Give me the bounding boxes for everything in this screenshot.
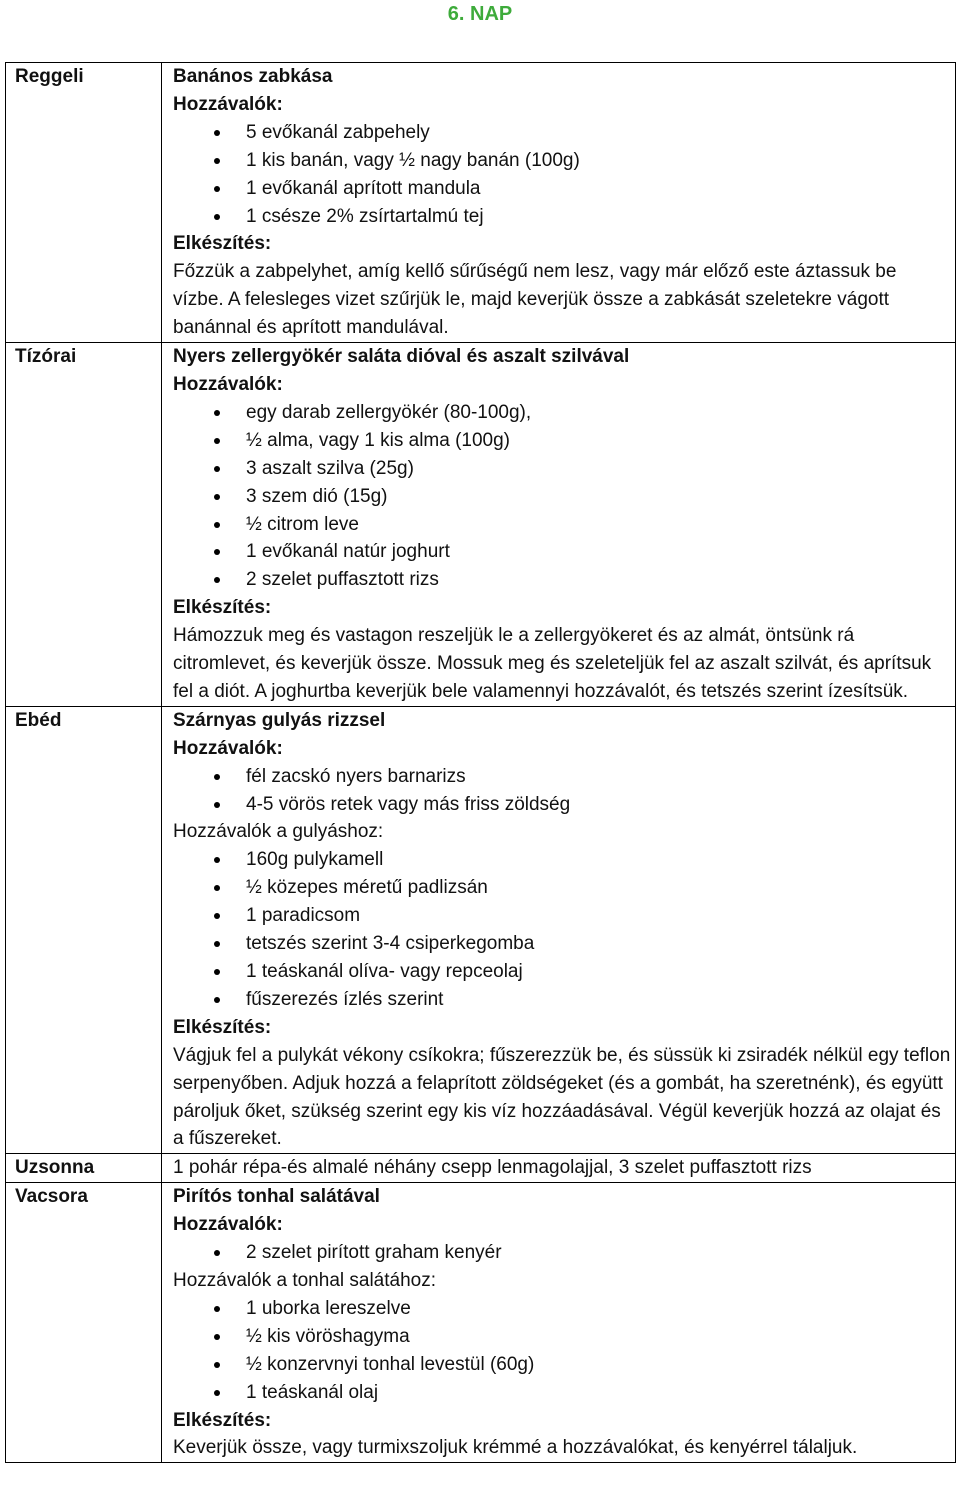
list-item: 2 szelet puffasztott rizs: [173, 566, 951, 594]
snack-text: 1 pohár répa-és almalé néhány csepp lenmagolajjal, 3 szelet puffasztott rizs: [173, 1157, 812, 1179]
meal-name: Reggeli: [6, 63, 162, 343]
ingredients-label: Hozzávalók:: [173, 1214, 283, 1236]
list-item: 1 csésze 2% zsírtartalmú tej: [173, 203, 951, 231]
list-item: 2 szelet pirított graham kenyér: [173, 1239, 951, 1267]
sub-ingredients-label: Hozzávalók a gulyáshoz:: [173, 821, 384, 843]
prep-label: Elkészítés:: [173, 233, 272, 255]
prep-label: Elkészítés:: [173, 1016, 272, 1038]
meal-content: [162, 63, 956, 343]
list-item: 1 kis banán, vagy ½ nagy banán (100g): [173, 147, 951, 175]
list-item: 3 szem dió (15g): [173, 483, 951, 511]
list-item: 3 aszalt szilva (25g): [173, 455, 951, 483]
list-item: 160g pulykamell: [173, 846, 951, 874]
table-row: [6, 1183, 956, 1463]
meal-content: [162, 343, 956, 707]
ingredients-list: [173, 763, 951, 819]
list-item: 1 evőkanál aprított mandula: [173, 175, 951, 203]
list-item: 1 paradicsom: [173, 902, 951, 930]
meal-content: [162, 706, 956, 1154]
recipe-title: Nyers zellergyökér saláta dióval és aszalt szilvával: [173, 346, 630, 368]
table-row: [6, 1154, 956, 1183]
list-item: ½ citrom leve: [173, 511, 951, 539]
recipe-title: Pirítós tonhal salátával: [173, 1186, 380, 1208]
sub-ingredients-list: [173, 1295, 951, 1407]
ingredients-list: [173, 119, 951, 231]
prep-text: Vágjuk fel a pulykát vékony csíkokra; fűszerezzük be, és süssük ki zsiradék nélkül egy teflon serpenyőben. Adjuk hozzá a felaprított zöldségeket (és a gombát, ha szeretnénk), és együtt pároljuk őket, szükség szerint egy kis víz hozzáadásával. Végül keverjük hozzá az olajat és a fűszereket.: [173, 1044, 951, 1150]
list-item: 5 evőkanál zabpehely: [173, 119, 951, 147]
prep-text: Főzzük a zabpelyhet, amíg kellő sűrűségű nem lesz, vagy már előző este áztassuk be vízbe. A felesleges vizet szűrjük le, majd keverjük össze a zabkását szeletekre vágott banánnal és aprított mandulával.: [173, 261, 897, 339]
list-item: tetszés szerint 3-4 csiperkegomba: [173, 930, 951, 958]
ingredients-label: Hozzávalók:: [173, 373, 283, 395]
list-item: ½ alma, vagy 1 kis alma (100g): [173, 427, 951, 455]
sub-ingredients-label: Hozzávalók a tonhal salátához:: [173, 1269, 436, 1291]
list-item: 1 evőkanál natúr joghurt: [173, 538, 951, 566]
ingredients-list: [173, 1239, 951, 1267]
list-item: ½ kis vöröshagyma: [173, 1323, 951, 1351]
ingredients-label: Hozzávalók:: [173, 737, 283, 759]
meal-name: Ebéd: [6, 706, 162, 1154]
page-title: 6. NAP: [447, 3, 513, 25]
meal-content: [162, 1183, 956, 1463]
meal-name: Tízórai: [6, 343, 162, 707]
prep-label: Elkészítés:: [173, 1409, 272, 1431]
table-row: [6, 706, 956, 1154]
list-item: ½ konzervnyi tonhal levestül (60g): [173, 1351, 951, 1379]
table-row: [6, 63, 956, 343]
table-row: [6, 343, 956, 707]
sub-ingredients-list: [173, 846, 951, 1013]
meal-content: [162, 1154, 956, 1183]
list-item: fűszerezés ízlés szerint: [173, 986, 951, 1014]
list-item: 1 teáskanál olaj: [173, 1379, 951, 1407]
ingredients-list: [173, 399, 951, 594]
prep-label: Elkészítés:: [173, 597, 272, 619]
list-item: 1 teáskanál olíva- vagy repceolaj: [173, 958, 951, 986]
recipe-title: Szárnyas gulyás rizzsel: [173, 709, 386, 731]
recipe-title: Banános zabkása: [173, 66, 333, 87]
list-item: fél zacskó nyers barnarizs: [173, 763, 951, 791]
list-item: ½ közepes méretű padlizsán: [173, 874, 951, 902]
ingredients-label: Hozzávalók:: [173, 93, 283, 115]
list-item: 4-5 vörös retek vagy más friss zöldség: [173, 791, 951, 819]
prep-text: Hámozzuk meg és vastagon reszeljük le a zellergyökeret és az almát, öntsünk rá citromlevet, és keverjük össze. Mossuk meg és szeleteljük fel az aszalt szilvát, és aprítsuk fel a diót. A joghurtba keverjük bele valamennyi hozzávalót, és tetszés szerint ízesítsük.: [173, 625, 932, 702]
list-item: 1 uborka lereszelve: [173, 1295, 951, 1323]
meal-plan-table: [5, 62, 956, 1463]
list-item: egy darab zellergyökér (80-100g),: [173, 399, 951, 427]
prep-text: Keverjük össze, vagy turmixszoljuk krémmé a hozzávalókat, és kenyérrel tálaljuk.: [173, 1437, 858, 1459]
meal-name: Uzsonna: [6, 1154, 162, 1183]
meal-name: Vacsora: [6, 1183, 162, 1463]
